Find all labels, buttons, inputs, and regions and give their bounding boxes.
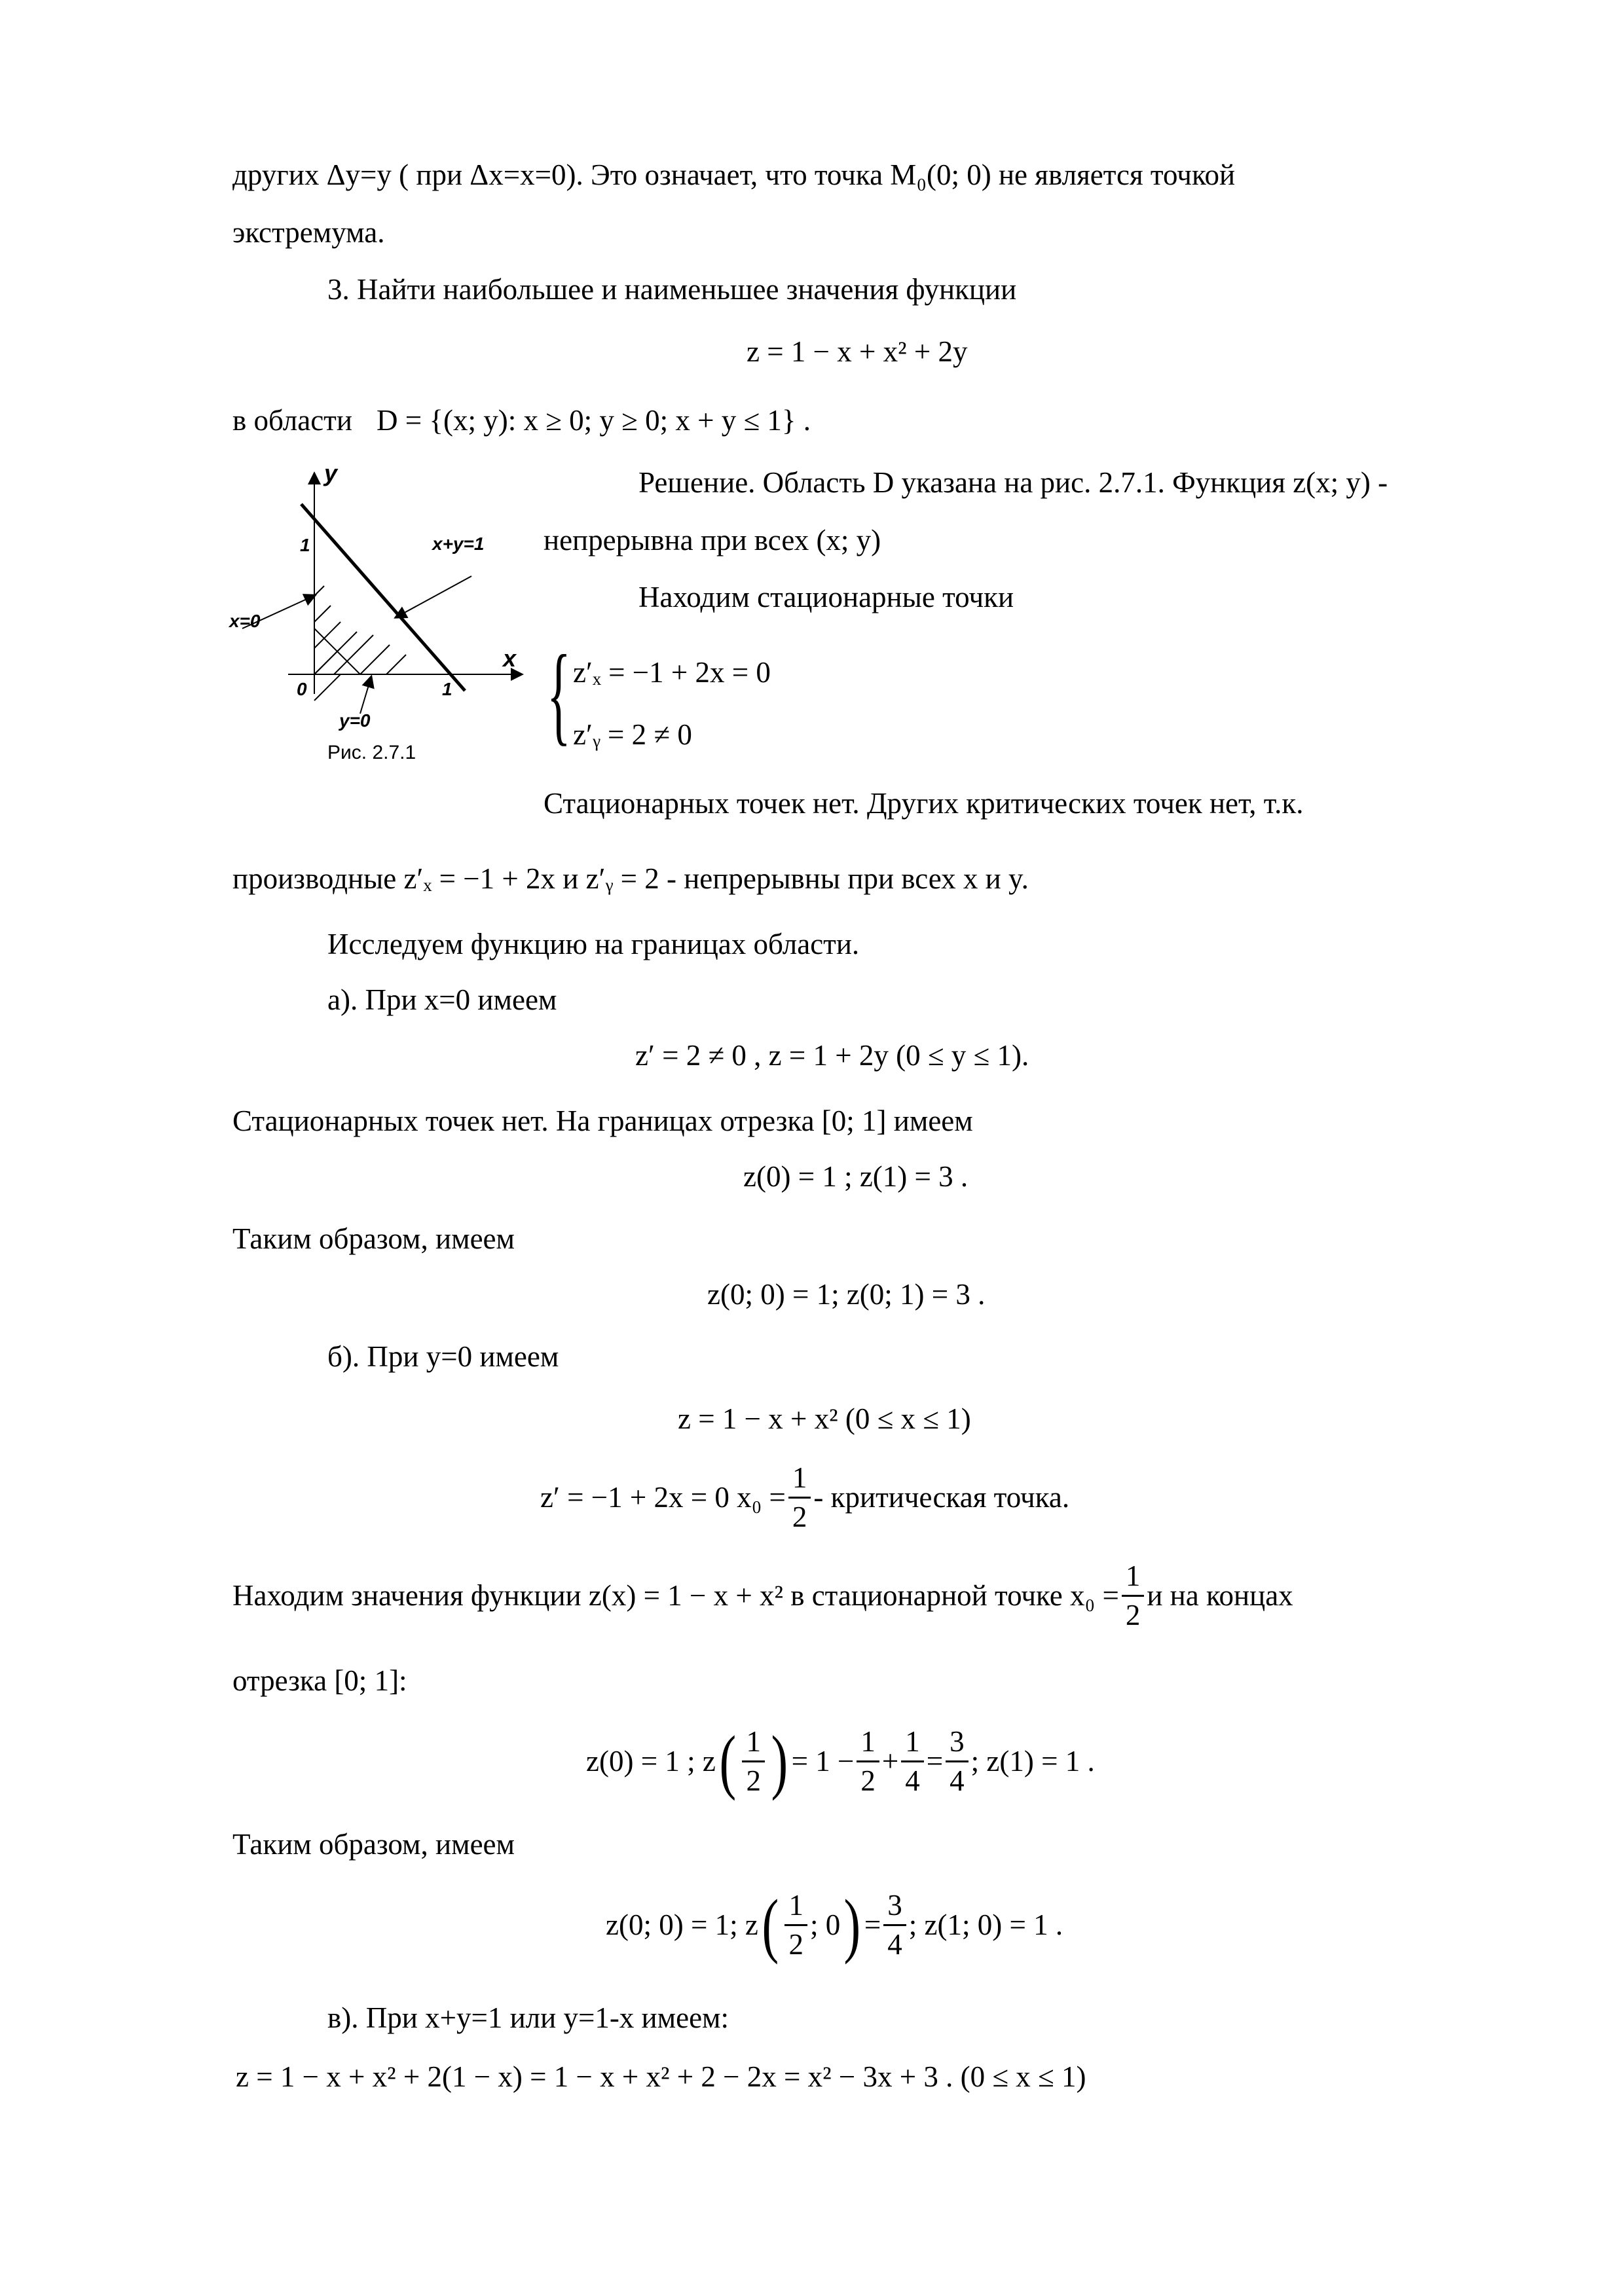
system-eq-2: z′ᵧ = 2 ≠ 0 [573, 718, 692, 751]
axis-x-label: x [503, 645, 517, 672]
figure-caption: Рис. 2.7.1 [327, 742, 416, 763]
text-line-2: экстремума. [232, 216, 385, 249]
text-line-8: а). При x=0 имеем [327, 983, 557, 1016]
axis-y-label: y [324, 460, 338, 486]
system-brace: { [547, 632, 571, 756]
solution-line-2: непрерывна при всех (x; y) [544, 524, 881, 556]
fraction-one-half: $\frac{1}{2}$ [857, 1727, 879, 1796]
equation-8: z(0; 0) = 1; z ( $\frac{1}{2}$ ; 0 ) = $\frac{3}{4}$ ; z(1; 0) = 1 . [606, 1885, 1063, 1965]
tick-x-1: 1 [442, 679, 452, 699]
text-line-15: в). При x+y=1 или y=1-x имеем: [327, 2001, 729, 2034]
system-eq-1: z′ₓ = −1 + 2x = 0 [573, 656, 771, 689]
fraction-one-half: $\frac{1}{2}$ [742, 1727, 765, 1796]
fraction-one-half: $\frac{1}{2}$ [788, 1463, 811, 1532]
pointer-line [399, 576, 471, 615]
text-line-9: Стационарных точек нет. На границах отрезка [0; 1] имеем [232, 1104, 973, 1137]
equation-z-function: z = 1 − x + x² + 2y [747, 335, 968, 368]
label-line: x+y=1 [432, 534, 485, 554]
fraction-three-quarters: $\frac{3}{4}$ [883, 1891, 906, 1959]
equation-5: z = 1 − x + x² (0 ≤ x ≤ 1) [678, 1402, 971, 1435]
solution-line-3: Находим стационарные точки [638, 581, 1014, 613]
pointer-y0 [360, 681, 370, 714]
figure-2-7-1 [223, 458, 563, 773]
text-line-7: Исследуем функцию на границах области. [327, 928, 860, 960]
fraction-one-half: $\frac{1}{2}$ [1122, 1561, 1145, 1630]
equation-6-lhs: z′ = −1 + 2x = 0 x₀ = [540, 1481, 786, 1514]
text-line-6: производные z′ₓ = −1 + 2x и z′ᵧ = 2 - непрерывны при всех x и y. [232, 862, 1029, 895]
equation-7: z(0) = 1 ; z ( $\frac{1}{2}$ ) = 1 − $\frac{1}{2}$ + $\frac{1}{4}$ = $\frac{3}{4}$ ; z(1) = 1 . [586, 1721, 1095, 1801]
text-line-5: Стационарных точек нет. Других критических точек нет, т.к. [544, 787, 1304, 820]
equation-6-rhs: - критическая точка. [813, 1481, 1070, 1514]
text-line-12: Находим значения функции z(x) = 1 − x + x² в стационарной точке x₀ = $\frac{1}{2}$ и на концах [232, 1559, 1293, 1631]
text-line-1: других Δy=y ( при Δx=x=0). Это означает, что точка M₀(0; 0) не является точкой [232, 158, 1236, 191]
tick-y-1: 1 [300, 535, 310, 555]
equation-4: z(0; 0) = 1; z(0; 1) = 3 . [707, 1278, 986, 1311]
text-line-10: Таким образом, имеем [232, 1222, 515, 1255]
label-x0: x=0 [229, 611, 261, 631]
text-line-4: в области [232, 404, 352, 437]
text-line-11: б). При y=0 имеем [327, 1340, 559, 1373]
solution-line-1: Решение. Область D указана на рис. 2.7.1. Функция z(x; y) - [638, 466, 1388, 499]
region-d-hatching [314, 629, 360, 701]
origin-label: 0 [297, 679, 307, 699]
equation-2: z′ = 2 ≠ 0 , z = 1 + 2y (0 ≤ y ≤ 1). [635, 1039, 1029, 1072]
fraction-three-quarters: $\frac{3}{4}$ [946, 1727, 969, 1796]
text-line-13: отрезка [0; 1]: [232, 1664, 407, 1697]
equation-6 [540, 1463, 1069, 1532]
label-y0: y=0 [339, 710, 371, 731]
fraction-one-half: $\frac{1}{2}$ [784, 1891, 807, 1959]
domain-definition: D = {(x; y): x ≥ 0; y ≥ 0; x + y ≤ 1} . [377, 404, 811, 437]
equation-3: z(0) = 1 ; z(1) = 3 . [743, 1160, 969, 1193]
text-line-3: 3. Найти наибольшее и наименьшее значения функции [327, 273, 1017, 306]
equation-9: z = 1 − x + x² + 2(1 − x) = 1 − x + x² + 2 − 2x = x² − 3x + 3 . (0 ≤ x ≤ 1) [236, 2060, 1086, 2093]
fraction-one-quarter: $\frac{1}{4}$ [901, 1727, 924, 1796]
text-line-14: Таким образом, имеем [232, 1828, 515, 1861]
